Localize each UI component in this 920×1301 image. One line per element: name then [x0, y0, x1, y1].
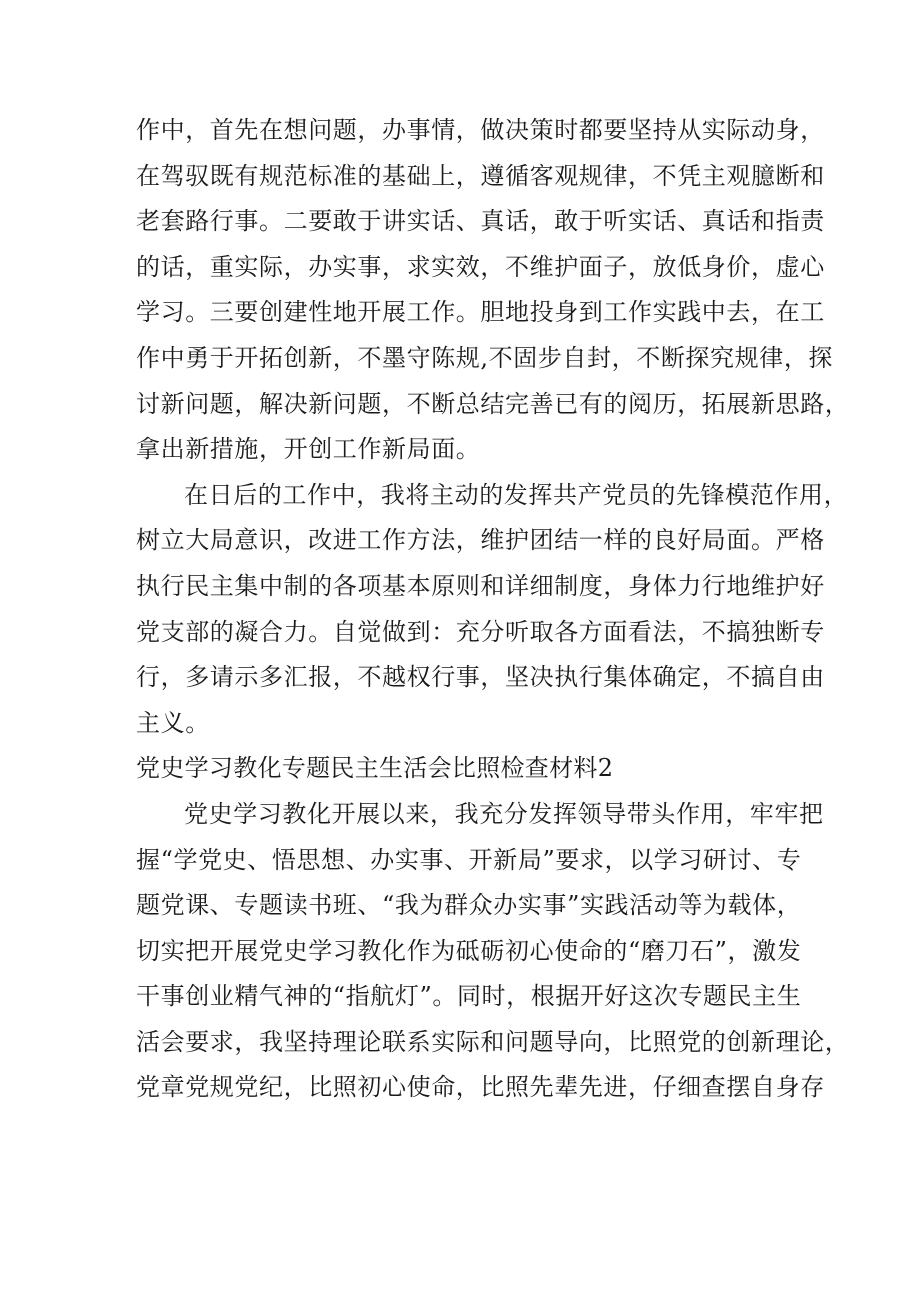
text-line: 在日后的工作中，我将主动的发挥共产党员的先锋模范作用，	[184, 480, 849, 509]
text-line: 学习。三要创建性地开展工作。胆地投身到工作实践中去，在工	[136, 298, 825, 327]
text-line: 讨新问题，解决新问题，不断总结完善已有的阅历，拓展新思路，	[136, 389, 850, 418]
paragraph-1	[136, 108, 850, 473]
text-line: 切实把开展党史学习教化作为砥砺初心使命的“磨刀石”，激发	[136, 936, 802, 965]
section-heading: 党史学习教化专题民主生活会比照检查材料2	[136, 754, 614, 783]
text-line: 树立大局意识，改进工作方法，维护团结一样的良好局面。严格	[136, 526, 825, 555]
text-line: 题党课、专题读书班、“我为群众办实事”实践活动等为载体，	[136, 891, 802, 920]
text-line: 行，多请示多汇报，不越权行事，坚决执行集体确定，不搞自由	[136, 663, 825, 692]
text-line: 握“学党史、悟思想、办实事、开新局”要求，以学习研讨、专	[136, 845, 802, 874]
text-line: 党章党规党纪，比照初心使命，比照先辈先进，仔细查摆自身存	[136, 1073, 825, 1102]
text-line: 的话，重实际，办实事，求实效，不维护面子，放低身价，虚心	[136, 252, 825, 281]
text-line: 执行民主集中制的各项基本原则和详细制度，身体力行地维护好	[136, 571, 825, 600]
text-line: 干事创业精气神的“指航灯”。同时，根据开好这次专题民主生	[136, 982, 802, 1011]
text-line: 拿出新措施，开创工作新局面。	[136, 435, 481, 464]
text-line: 在驾驭既有规范标准的基础上，遵循客观规律，不凭主观臆断和	[136, 161, 825, 190]
text-line: 作中勇于开拓创新，不墨守陈规,不固步自封，不断探究规律，探	[136, 343, 834, 372]
text-line: 作中，首先在想问题，办事情，做决策时都要坚持从实际动身，	[136, 116, 825, 144]
text-line: 主义。	[136, 708, 210, 737]
paragraph-2	[136, 473, 849, 747]
text-line: 活会要求，我坚持理论联系实际和问题导向，比照党的创新理论，	[136, 1027, 850, 1056]
text-line: 党史学习教化开展以来，我充分发挥领导带头作用，牢牢把	[184, 799, 824, 828]
text-line: 党支部的凝合力。自觉做到：充分听取各方面看法，不搞独断专	[136, 617, 825, 646]
document-body	[136, 108, 850, 1111]
paragraph-3	[136, 792, 850, 1111]
text-line: 老套路行事。二要敢于讲实话、真话，敢于听实话、真话和指责	[136, 207, 825, 236]
